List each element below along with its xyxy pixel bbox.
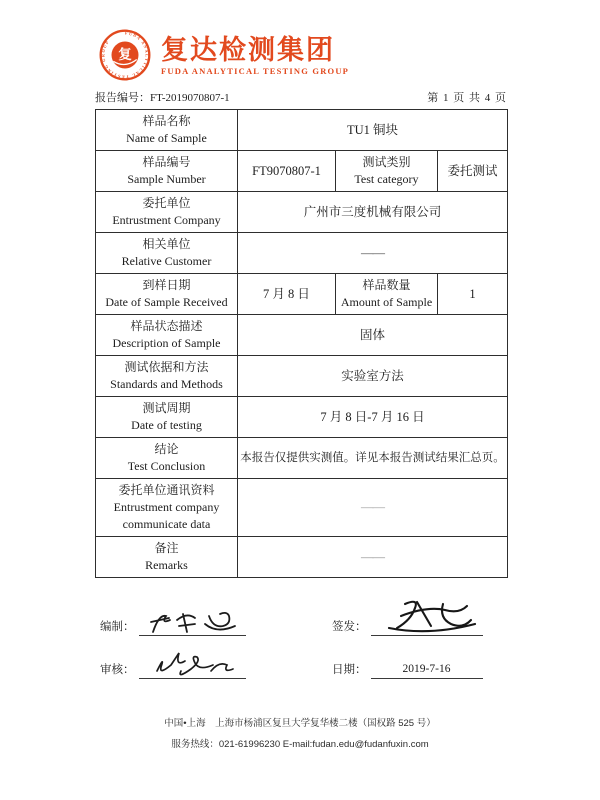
table-row-test-conclusion xyxy=(96,438,508,479)
prepared-by-field xyxy=(100,618,332,636)
logo-chinese-name: 复达检测集团 xyxy=(161,34,335,65)
page-footer xyxy=(0,713,600,755)
report-number: 报告编号：FT-2019070807-1 xyxy=(95,92,230,104)
row-value-2: 1 xyxy=(438,274,508,315)
row-value: 7 月 8 日 xyxy=(238,274,336,315)
table-row-date-of-testing xyxy=(96,397,508,438)
issued-by-label: 签发： xyxy=(332,621,367,633)
row-value-2: 委托测试 xyxy=(438,151,508,192)
logo-text-block xyxy=(161,35,349,76)
row-value: 广州市三度机械有限公司 xyxy=(238,192,508,233)
row-label: 测试周期 Date of testing xyxy=(96,397,238,438)
table-row-remarks xyxy=(96,537,508,578)
logo-english-name: FUDA ANALYTICAL TESTING GROUP xyxy=(161,65,350,76)
seal-center-glyph: 复 xyxy=(118,47,132,63)
row-value: FT9070807-1 xyxy=(238,151,336,192)
table-row-date-received xyxy=(96,274,508,315)
row-label: 结论 Test Conclusion xyxy=(96,438,238,479)
page-indicator: 第 1 页 共 4 页 xyxy=(427,92,507,104)
report-meta-line xyxy=(95,91,507,106)
prepared-by-signature-line xyxy=(139,620,246,636)
prepared-by-label: 编制： xyxy=(100,621,135,633)
issued-by-signature-line xyxy=(371,620,483,636)
row-label: 样品名称 Name of Sample xyxy=(96,110,238,151)
table-row-standards-methods xyxy=(96,356,508,397)
row-label: 委托单位通讯资料 Entrustment company communicate data xyxy=(96,479,238,537)
footer-address: 中国•上海 上海市杨浦区复旦大学复华楼二楼（国权路 525 号） xyxy=(164,718,436,729)
brand-logo xyxy=(98,28,600,82)
table-row-relative-customer xyxy=(96,233,508,274)
row-value: 本报告仅提供实测值。详见本报告测试结果汇总页。 xyxy=(238,438,508,479)
signature-block xyxy=(100,618,507,679)
row-label: 样品编号 Sample Number xyxy=(96,151,238,192)
reviewed-by-field xyxy=(100,661,332,679)
date-value: 2019-7-16 xyxy=(402,663,451,675)
row-value: —— xyxy=(238,537,508,578)
row-value: TU1 铜块 xyxy=(238,110,508,151)
reviewed-by-signature-line xyxy=(139,663,246,679)
row-label: 相关单位 Relative Customer xyxy=(96,233,238,274)
signature-row-2 xyxy=(100,661,507,679)
row-label: 到样日期 Date of Sample Received xyxy=(96,274,238,315)
seal-ring-text: FUDA ANALYTICAL TESTING GROUP xyxy=(100,30,150,80)
row-value: 实验室方法 xyxy=(238,356,508,397)
table-row-sample-number xyxy=(96,151,508,192)
fuda-seal-icon xyxy=(98,28,152,82)
table-row-communicate-data xyxy=(96,479,508,537)
row-label: 测试依据和方法 Standards and Methods xyxy=(96,356,238,397)
row-label-2: 测试类别 Test category xyxy=(336,151,438,192)
reviewed-by-signature-icon xyxy=(139,645,246,681)
prepared-by-signature-icon xyxy=(139,602,246,638)
row-label-2: 样品数量 Amount of Sample xyxy=(336,274,438,315)
row-value: 7 月 8 日-7 月 16 日 xyxy=(238,397,508,438)
row-value: —— xyxy=(238,233,508,274)
issued-by-field xyxy=(332,618,483,636)
report-header xyxy=(98,0,600,82)
date-field xyxy=(332,661,483,679)
row-value: —— xyxy=(238,479,508,537)
date-line xyxy=(371,663,483,679)
table-row-entrustment-company xyxy=(96,192,508,233)
table-row-name-of-sample xyxy=(96,110,508,151)
reviewed-by-label: 审核： xyxy=(100,664,135,676)
row-label: 样品状态描述 Description of Sample xyxy=(96,315,238,356)
row-label: 委托单位 Entrustment Company xyxy=(96,192,238,233)
signature-row-1 xyxy=(100,618,507,636)
table-row-description-of-sample xyxy=(96,315,508,356)
issued-by-signature-icon xyxy=(371,596,483,638)
row-value: 固体 xyxy=(238,315,508,356)
footer-contact: 服务热线：021-61996230 E-mail:fudan.edu@fudanfuxin.com xyxy=(171,739,429,750)
row-label: 备注 Remarks xyxy=(96,537,238,578)
sample-info-table xyxy=(95,109,508,578)
date-label: 日期： xyxy=(332,664,367,676)
